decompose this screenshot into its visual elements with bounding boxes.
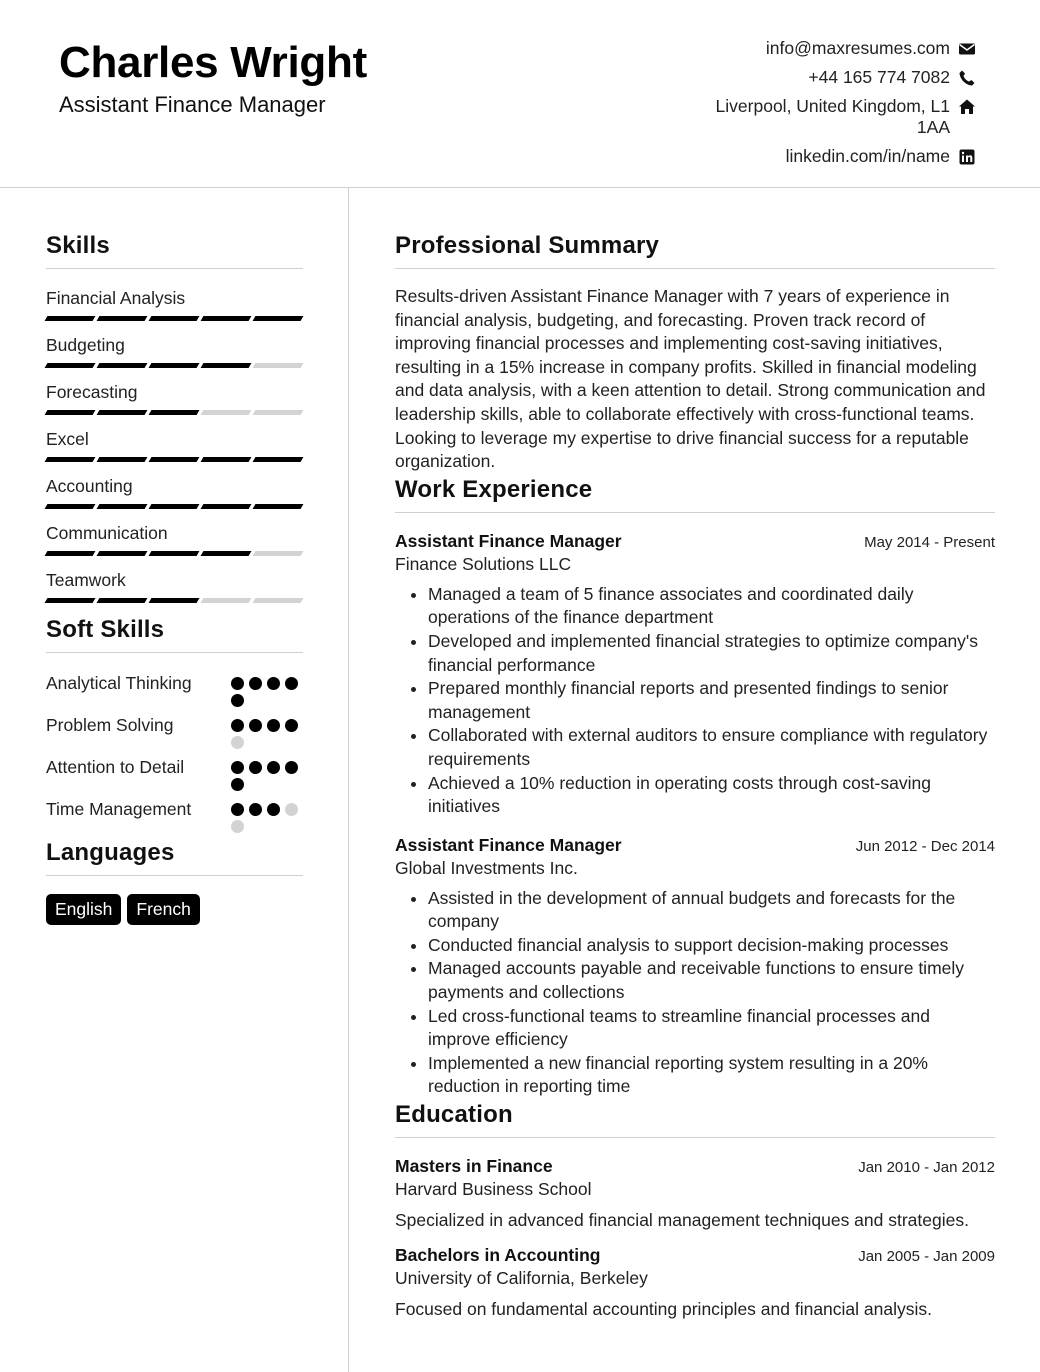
- rating-bar-segment: [45, 316, 96, 321]
- skill-rating-bars: [46, 457, 303, 471]
- education-description: Focused on fundamental accounting principles and financial analysis.: [395, 1299, 932, 1320]
- rating-bar-segment: [149, 363, 200, 368]
- job-entry: [395, 531, 995, 819]
- rating-dot: [285, 803, 298, 816]
- soft-skill-item: [46, 713, 303, 749]
- soft-skill-rating-dots: [231, 713, 303, 749]
- rating-bar-segment: [253, 504, 304, 509]
- rating-dot: [231, 736, 244, 749]
- rating-dot: [249, 761, 262, 774]
- education-date: Jan 2005 - Jan 2009: [858, 1248, 995, 1266]
- rating-bar-segment: [149, 598, 200, 603]
- soft-skill-label: Attention to Detail: [46, 757, 185, 777]
- language-badge: French: [127, 894, 199, 925]
- job-bullet: • Led cross-functional teams to streamline financial processes and improve efficiency: [428, 1005, 995, 1052]
- linkedin-icon: [958, 148, 976, 166]
- rating-dot: [231, 761, 244, 774]
- rating-dot: [231, 820, 244, 833]
- rating-dot: [249, 677, 262, 690]
- contact-linkedin-text: linkedin.com/in/name: [785, 146, 950, 166]
- rating-dot: [231, 677, 244, 690]
- rating-bar-segment: [201, 410, 252, 415]
- job-header: [395, 835, 995, 856]
- rating-bar-segment: [45, 551, 96, 556]
- resume-header: [0, 0, 1040, 188]
- skill-item: [46, 287, 303, 330]
- job-bullet: • Achieved a 10% reduction in operating costs through cost-saving initiatives: [428, 772, 995, 819]
- skill-label: Communication: [46, 523, 168, 543]
- job-bullet: • Implemented a new financial reporting system resulting in a 20% reduction in reporting time: [428, 1052, 995, 1099]
- rating-bar-segment: [253, 457, 304, 462]
- skill-item: [46, 569, 303, 612]
- contact-location-text: Liverpool, United Kingdom, L1 1AA: [715, 96, 950, 137]
- rating-bar-segment: [45, 457, 96, 462]
- skill-label: Teamwork: [46, 570, 126, 590]
- rating-bar-segment: [201, 504, 252, 509]
- rating-bar-segment: [201, 457, 252, 462]
- column-divider: [348, 188, 349, 1372]
- rating-dot: [231, 778, 244, 791]
- skill-rating-bars: [46, 363, 303, 377]
- rating-bar-segment: [97, 410, 148, 415]
- education-header: [395, 1245, 995, 1266]
- summary-text: Results-driven Assistant Finance Manager with 7 years of experience in financial analysis, budgeting, and forecasting. Proven track record of improving financial processes and implementing cost-saving initiatives, resulting in a 15% increase in company profits. Skilled in financial modeling and data analysis, with a keen attention to detail. Strong communication and leadership skills, able to collaborate effectively with cross-functional teams. Looking to leverage my expertise to drive financial success for a reputable organization.: [395, 286, 986, 472]
- language-badge: English: [46, 894, 121, 925]
- rating-dot: [267, 719, 280, 732]
- candidate-title: Assistant Finance Manager: [59, 92, 326, 117]
- rating-bar-segment: [97, 504, 148, 509]
- rating-bar-segment: [149, 316, 200, 321]
- rating-bar-segment: [201, 316, 252, 321]
- envelope-icon: [958, 40, 976, 58]
- rating-bar-segment: [149, 551, 200, 556]
- education-degree: Masters in Finance: [395, 1156, 553, 1177]
- soft-skill-item: [46, 671, 303, 707]
- rating-bar-segment: [149, 504, 200, 509]
- job-company: Global Investments Inc.: [395, 857, 578, 878]
- job-date: Jun 2012 - Dec 2014: [855, 837, 995, 855]
- skill-item: [46, 522, 303, 565]
- rating-bar-segment: [45, 504, 96, 509]
- rating-bar-segment: [201, 363, 252, 368]
- skill-rating-bars: [46, 598, 303, 612]
- languages-heading: Languages: [46, 839, 303, 876]
- soft-skill-label: Time Management: [46, 799, 192, 819]
- job-bullets: [395, 887, 995, 1099]
- skill-label: Financial Analysis: [46, 288, 186, 308]
- rating-bar-segment: [149, 410, 200, 415]
- rating-bar-segment: [45, 410, 96, 415]
- skill-label: Forecasting: [46, 382, 138, 402]
- soft-skill-rating-dots: [231, 671, 303, 707]
- rating-dot: [249, 803, 262, 816]
- contact-linkedin[interactable]: [676, 146, 976, 167]
- skill-label: Excel: [46, 429, 89, 449]
- experience-list: [395, 531, 995, 1099]
- rating-dot: [285, 677, 298, 690]
- rating-dot: [249, 719, 262, 732]
- job-bullet: • Managed a team of 5 finance associates and coordinated daily operations of the finance department: [428, 583, 995, 630]
- education-description: Specialized in advanced financial management techniques and strategies.: [395, 1210, 969, 1231]
- rating-bar-segment: [97, 316, 148, 321]
- rating-bar-segment: [253, 598, 304, 603]
- rating-bar-segment: [253, 316, 304, 321]
- rating-bar-segment: [253, 410, 304, 415]
- skill-item: [46, 475, 303, 518]
- job-title: Assistant Finance Manager: [395, 530, 622, 551]
- job-bullet: • Developed and implemented financial strategies to optimize company's financial performance: [428, 630, 995, 677]
- contact-phone-text: +44 165 774 7082: [808, 67, 950, 87]
- experience-heading: Work Experience: [395, 476, 995, 513]
- job-title: Assistant Finance Manager: [395, 834, 622, 855]
- job-bullets: [395, 583, 995, 819]
- rating-dot: [231, 719, 244, 732]
- languages-list: [46, 894, 303, 925]
- contact-location: [676, 96, 976, 138]
- rating-bar-segment: [45, 363, 96, 368]
- education-entry: [395, 1156, 995, 1231]
- rating-bar-segment: [97, 457, 148, 462]
- skill-label: Budgeting: [46, 335, 125, 355]
- skill-rating-bars: [46, 410, 303, 424]
- education-school: Harvard Business School: [395, 1179, 592, 1200]
- job-bullet: • Collaborated with external auditors to ensure compliance with regulatory requirements: [428, 724, 995, 771]
- rating-dot: [231, 803, 244, 816]
- skills-list: [46, 287, 303, 612]
- rating-bar-segment: [97, 598, 148, 603]
- rating-dot: [267, 761, 280, 774]
- skills-heading: Skills: [46, 232, 303, 269]
- soft-skills-list: [46, 671, 303, 833]
- left-column: [46, 232, 303, 925]
- job-bullet: • Managed accounts payable and receivable functions to ensure timely payments and collections: [428, 957, 995, 1004]
- job-date: May 2014 - Present: [864, 533, 995, 551]
- soft-skill-item: [46, 755, 303, 791]
- education-list: [395, 1156, 995, 1320]
- skill-item: [46, 381, 303, 424]
- soft-skill-rating-dots: [231, 797, 303, 833]
- soft-skills-heading: Soft Skills: [46, 616, 303, 653]
- education-date: Jan 2010 - Jan 2012: [858, 1159, 995, 1177]
- job-bullet: • Conducted financial analysis to support decision-making processes: [428, 934, 995, 958]
- education-entry: [395, 1245, 995, 1320]
- rating-dot: [285, 719, 298, 732]
- skill-rating-bars: [46, 551, 303, 565]
- rating-dot: [231, 694, 244, 707]
- rating-dot: [267, 803, 280, 816]
- right-column: [395, 232, 995, 1334]
- soft-skill-label: Analytical Thinking: [46, 673, 192, 693]
- contact-email[interactable]: [676, 38, 976, 59]
- rating-bar-segment: [253, 551, 304, 556]
- education-degree: Bachelors in Accounting: [395, 1245, 601, 1266]
- rating-bar-segment: [149, 457, 200, 462]
- education-heading: Education: [395, 1101, 995, 1138]
- rating-dot: [267, 677, 280, 690]
- job-entry: [395, 835, 995, 1099]
- education-header: [395, 1156, 995, 1177]
- home-icon: [958, 98, 976, 116]
- skill-rating-bars: [46, 504, 303, 518]
- rating-bar-segment: [201, 598, 252, 603]
- skill-label: Accounting: [46, 476, 133, 496]
- rating-dot: [285, 761, 298, 774]
- job-bullet: • Prepared monthly financial reports and presented findings to senior management: [428, 677, 995, 724]
- soft-skill-item: [46, 797, 303, 833]
- rating-bar-segment: [253, 363, 304, 368]
- rating-bar-segment: [97, 551, 148, 556]
- contact-list: [676, 38, 976, 175]
- rating-bar-segment: [97, 363, 148, 368]
- soft-skill-rating-dots: [231, 755, 303, 791]
- skill-item: [46, 428, 303, 471]
- job-bullet: • Assisted in the development of annual budgets and forecasts for the company: [428, 887, 995, 934]
- job-company: Finance Solutions LLC: [395, 553, 572, 574]
- contact-phone[interactable]: [676, 67, 976, 88]
- skill-rating-bars: [46, 316, 303, 330]
- rating-bar-segment: [201, 551, 252, 556]
- summary-heading: Professional Summary: [395, 232, 995, 269]
- contact-email-text: info@maxresumes.com: [765, 38, 950, 58]
- phone-icon: [958, 69, 976, 87]
- candidate-name: Charles Wright: [59, 38, 367, 87]
- education-school: University of California, Berkeley: [395, 1268, 648, 1289]
- job-header: [395, 531, 995, 552]
- rating-bar-segment: [45, 598, 96, 603]
- skill-item: [46, 334, 303, 377]
- soft-skill-label: Problem Solving: [46, 715, 174, 735]
